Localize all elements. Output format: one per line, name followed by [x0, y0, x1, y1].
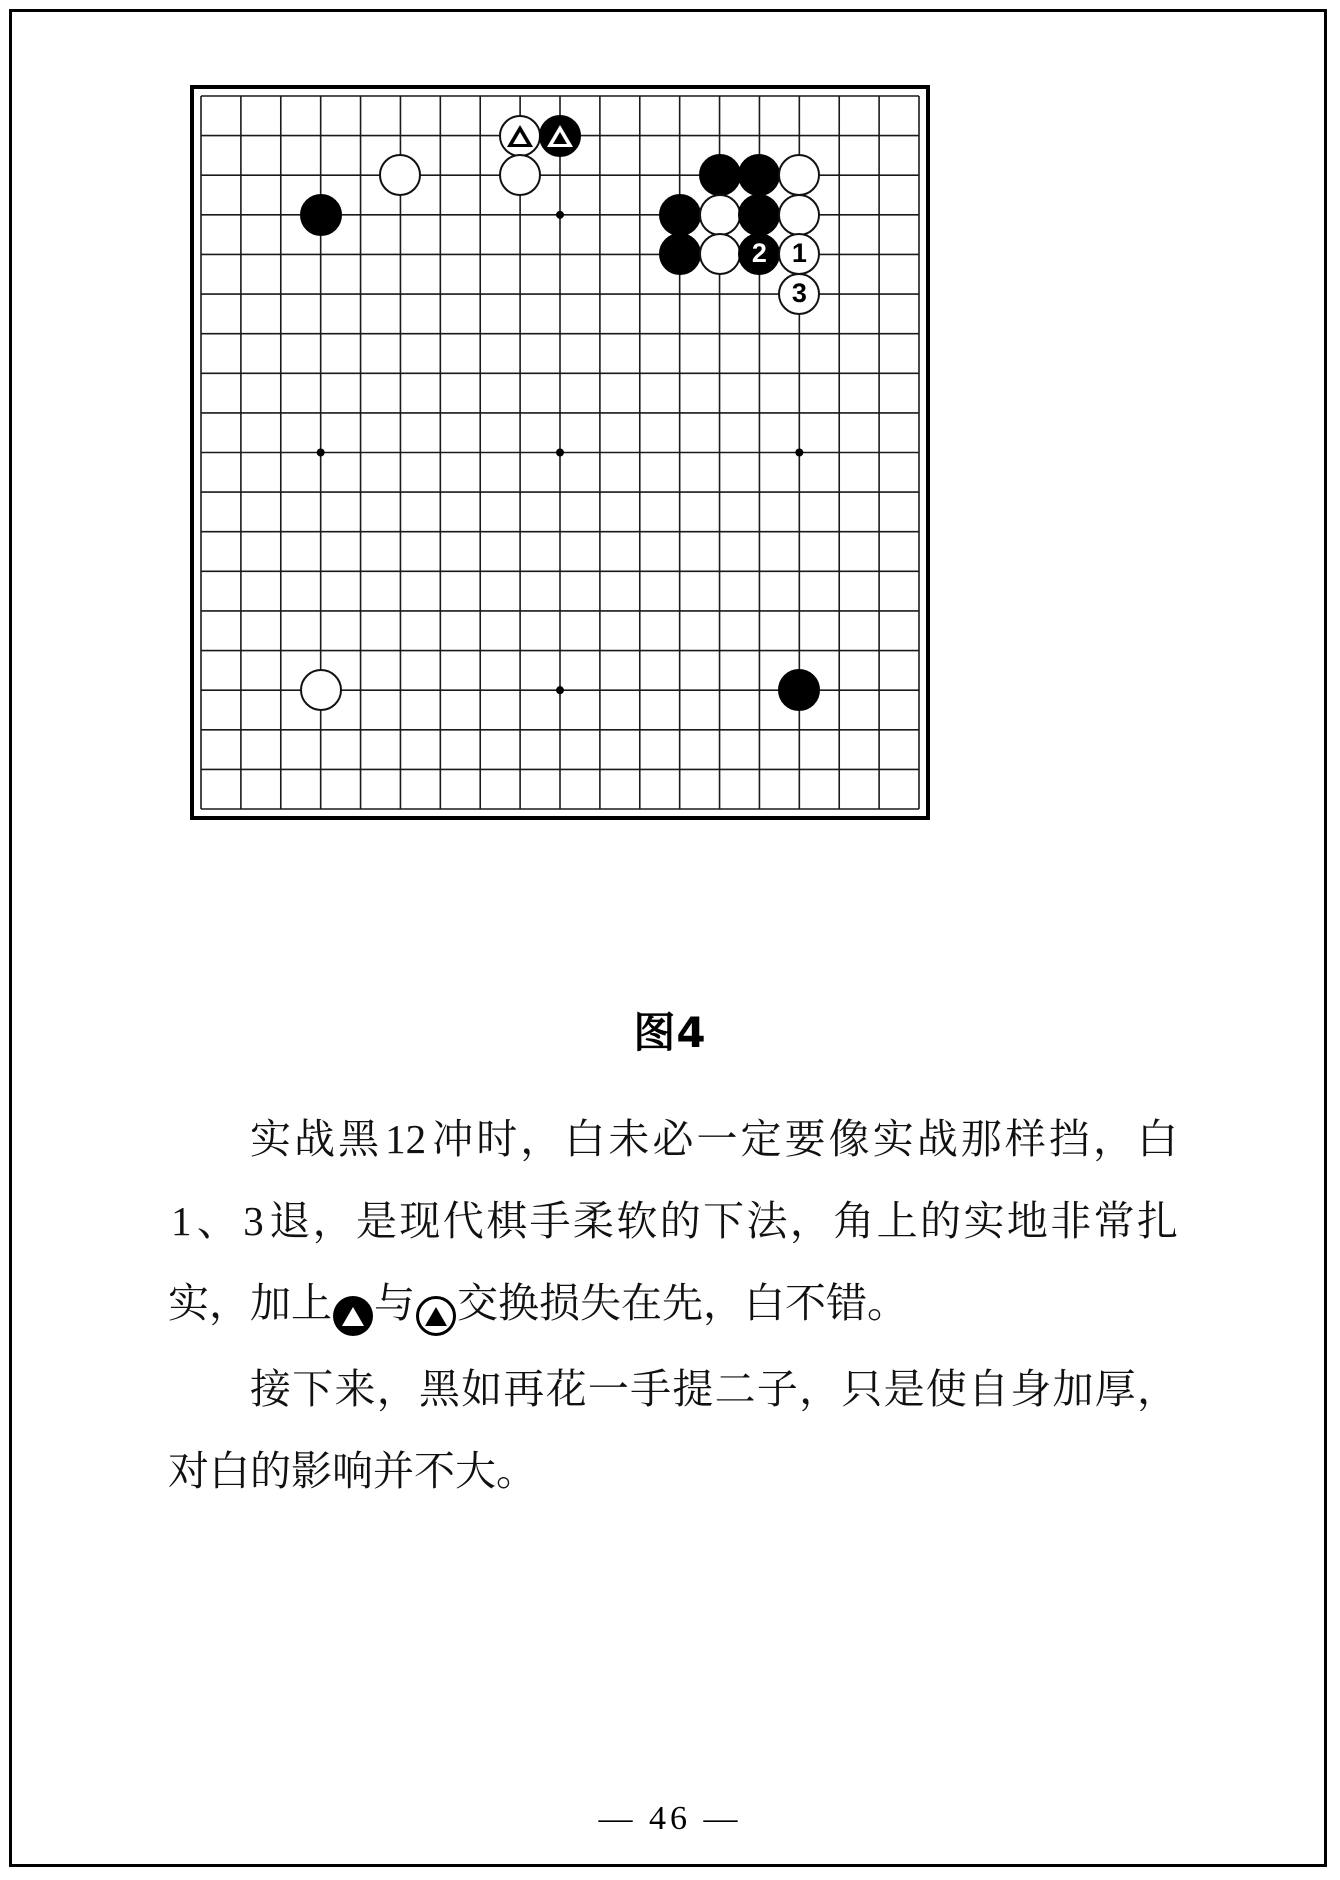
go-stone-black	[738, 194, 780, 236]
go-board-diagram	[190, 85, 930, 820]
go-stone-black-marked	[539, 115, 581, 157]
stone-layer	[190, 85, 930, 820]
inline-white-triangle-stone-icon	[416, 1296, 456, 1336]
triangle-icon	[547, 125, 573, 147]
page-footer: — 46 —	[598, 1800, 742, 1837]
go-stone-white-move-3	[778, 273, 820, 315]
go-stone-white	[379, 154, 421, 196]
p1-segment-f: 交换损失在先，白不错。	[457, 1279, 908, 1327]
triangle-icon	[425, 1307, 447, 1326]
go-stone-black-move-2	[738, 233, 780, 275]
paragraph-2: 接下来，黑如再花一手提二子，只是使自身加厚，对白的影响并不大。	[168, 1365, 1178, 1495]
body-text	[168, 1098, 1178, 1512]
move-number-label: 3	[791, 277, 807, 308]
go-stone-black	[659, 194, 701, 236]
figure-caption: 图4	[633, 1008, 707, 1057]
p1-segment-d: 退，是现代棋手柔软的下法，角上的实地非常扎实，加上	[168, 1197, 1179, 1327]
triangle-icon	[507, 125, 533, 147]
go-stone-black	[300, 194, 342, 236]
inline-black-triangle-stone-icon	[333, 1296, 373, 1336]
triangle-icon	[342, 1307, 364, 1326]
go-stone-white	[699, 194, 741, 236]
go-stone-white	[300, 669, 342, 711]
paragraph-1	[168, 1098, 1178, 1344]
p1-segment-b: 冲时，白未必一定要像实战那样挡，白	[429, 1115, 1179, 1163]
p1-number-3: 3	[243, 1198, 264, 1244]
go-stone-black	[778, 669, 820, 711]
go-stone-black	[699, 154, 741, 196]
go-stone-white	[699, 233, 741, 275]
p1-number-12: 12	[385, 1116, 427, 1162]
go-stone-white	[778, 154, 820, 196]
p1-number-1: 1	[171, 1198, 192, 1244]
move-number-label: 1	[791, 237, 807, 268]
go-stone-black	[738, 154, 780, 196]
p1-segment-e: 与	[374, 1279, 415, 1327]
go-stone-white	[778, 194, 820, 236]
p1-segment-a: 实战黑	[250, 1115, 383, 1163]
move-number-label: 2	[751, 237, 767, 268]
go-stone-white-move-1	[778, 233, 820, 275]
go-stone-white-marked	[499, 115, 541, 157]
go-stone-white	[499, 154, 541, 196]
go-stone-black	[659, 233, 701, 275]
p1-segment-c: 、	[194, 1197, 241, 1245]
